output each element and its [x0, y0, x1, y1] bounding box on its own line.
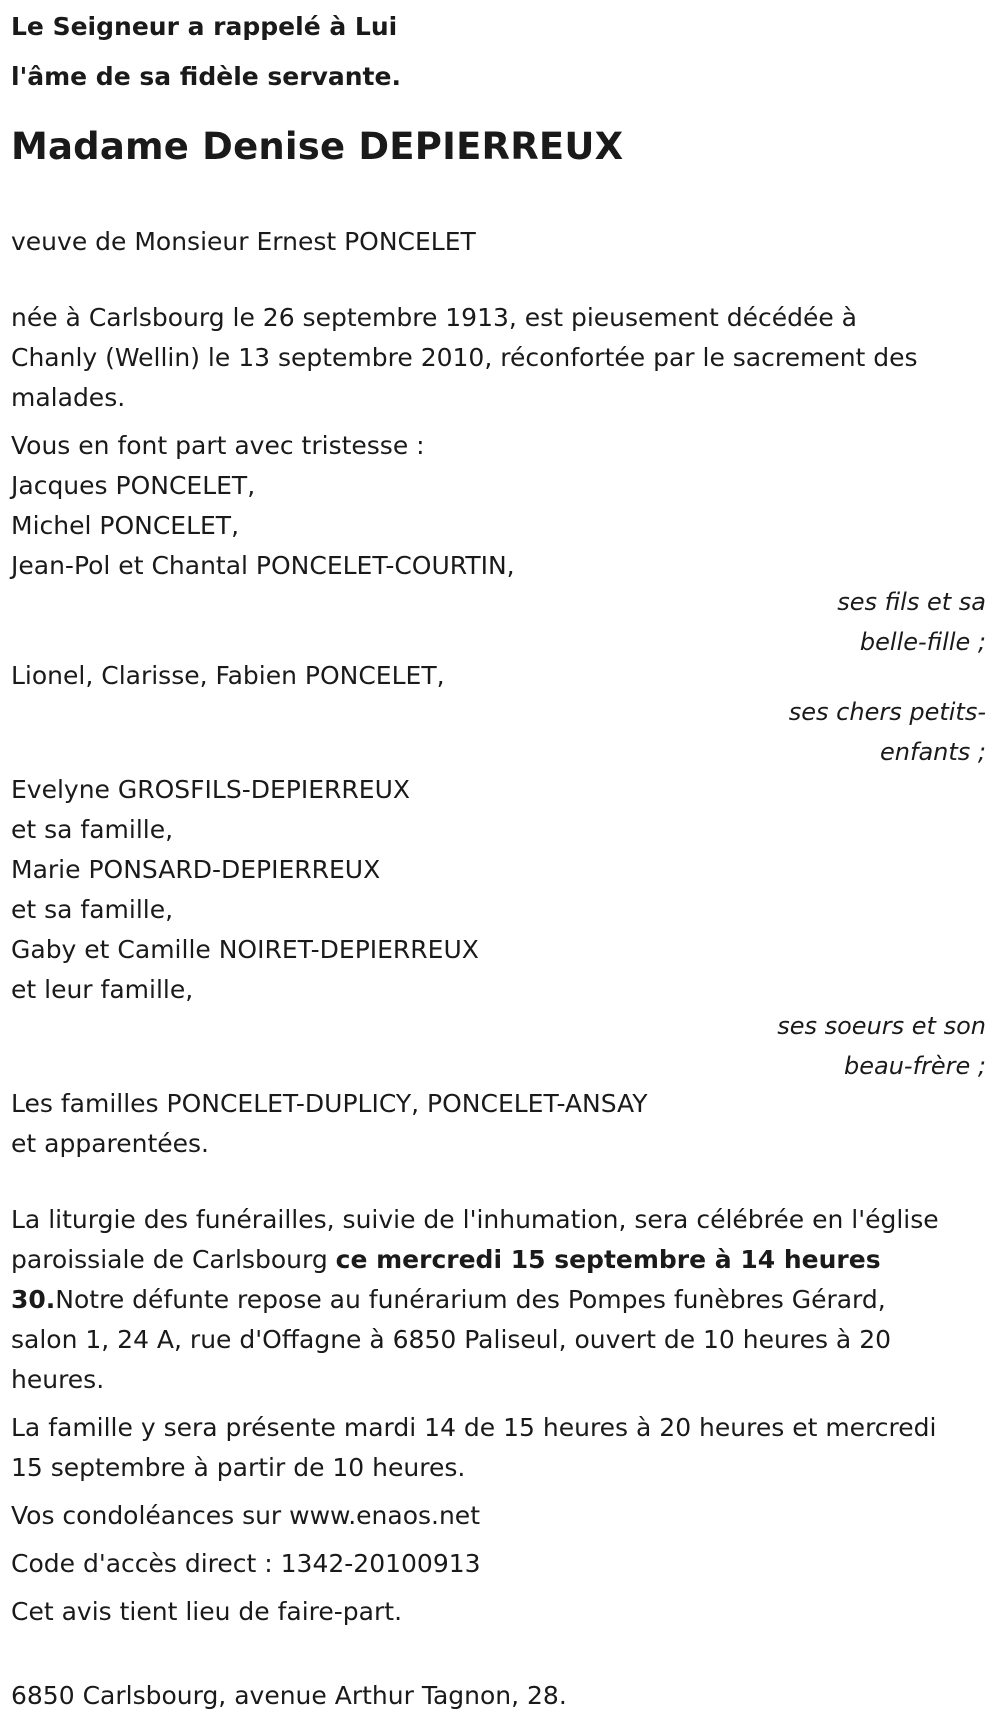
sister-line: Marie PONSARD-DEPIERREUX	[11, 855, 381, 884]
access-code-line: Code d'accès direct : 1342-20100913	[11, 1549, 481, 1578]
relation-line: enfants ;	[880, 738, 986, 766]
relation-line: ses chers petits-	[788, 698, 986, 726]
relation-line: ses fils et sa	[837, 588, 986, 616]
sons-relation	[11, 582, 986, 662]
condolences-line: Vos condoléances sur www.enaos.net	[11, 1501, 480, 1530]
funeral-line-4: salon 1, 24 A, rue d'Offagne à 6850 Paliseul, ouvert de 10 heures à 20	[11, 1325, 892, 1354]
birth-line-1: née à Carlsbourg le 26 septembre 1913, est pieusement décédée à	[11, 303, 857, 332]
funeral-date-bold: ce mercredi 15 septembre à 14 heures	[335, 1245, 881, 1274]
obituary-notice	[11, 0, 986, 1716]
sisters-names	[11, 770, 986, 1010]
funeral-line-1: La liturgie des funérailles, suivie de l'inhumation, sera célébrée en l'église	[11, 1205, 939, 1234]
announce-line: Vous en font part avec tristesse :	[11, 431, 425, 460]
son-name: Michel PONCELET,	[11, 511, 240, 540]
funeral-paragraph	[11, 1200, 986, 1400]
presence-line-1: La famille y sera présente mardi 14 de 15 heures à 20 heures et mercredi	[11, 1413, 937, 1442]
sisters-relation	[11, 1006, 986, 1086]
funeral-line-5: heures.	[11, 1365, 105, 1394]
funeral-line-3	[11, 1280, 986, 1320]
relation-line: ses soeurs et son	[777, 1012, 986, 1040]
funeral-line-2	[11, 1240, 986, 1280]
sister-line: Gaby et Camille NOIRET-DEPIERREUX	[11, 935, 479, 964]
sister-line: et sa famille,	[11, 895, 174, 924]
deceased-name: Madame Denise DEPIERREUX	[11, 125, 624, 168]
sister-line: et sa famille,	[11, 815, 174, 844]
mourners	[11, 426, 986, 1164]
funeral-line-3-text: Notre défunte repose au funérarium des Pompes funèbres Gérard,	[55, 1285, 886, 1314]
son-name: Jean-Pol et Chantal PONCELET-COURTIN,	[11, 551, 515, 580]
presence-line-2: 15 septembre à partir de 10 heures.	[11, 1453, 466, 1482]
families-line-1: Les familles PONCELET-DUPLICY, PONCELET-ANSAY	[11, 1089, 648, 1118]
intro-line-2: l'âme de sa fidèle servante.	[11, 62, 401, 91]
grandchildren-names: Lionel, Clarisse, Fabien PONCELET,	[11, 661, 445, 690]
intro-line-1: Le Seigneur a rappelé à Lui	[11, 12, 398, 41]
funeral-time-bold: 30.	[11, 1285, 56, 1314]
families-line-2: et apparentées.	[11, 1129, 209, 1158]
birth-line-2: Chanly (Wellin) le 13 septembre 2010, réconfortée par le sacrement des	[11, 343, 918, 372]
birth-line-3: malades.	[11, 383, 126, 412]
funeral-line-2-text: paroissiale de Carlsbourg	[11, 1245, 336, 1274]
widow-line: veuve de Monsieur Ernest PONCELET	[11, 227, 476, 256]
son-name: Jacques PONCELET,	[11, 471, 256, 500]
birth-death-paragraph	[11, 298, 986, 418]
sister-line: Evelyne GROSFILS-DEPIERREUX	[11, 775, 410, 804]
grandchildren-relation	[11, 692, 986, 772]
intro	[11, 2, 986, 102]
notice-line: Cet avis tient lieu de faire-part.	[11, 1597, 403, 1626]
relation-line: belle-fille ;	[859, 628, 986, 656]
presence-paragraph	[11, 1408, 986, 1488]
sister-line: et leur famille,	[11, 975, 194, 1004]
relation-line: beau-frère ;	[843, 1052, 986, 1080]
address-line: 6850 Carlsbourg, avenue Arthur Tagnon, 28.	[11, 1681, 567, 1710]
